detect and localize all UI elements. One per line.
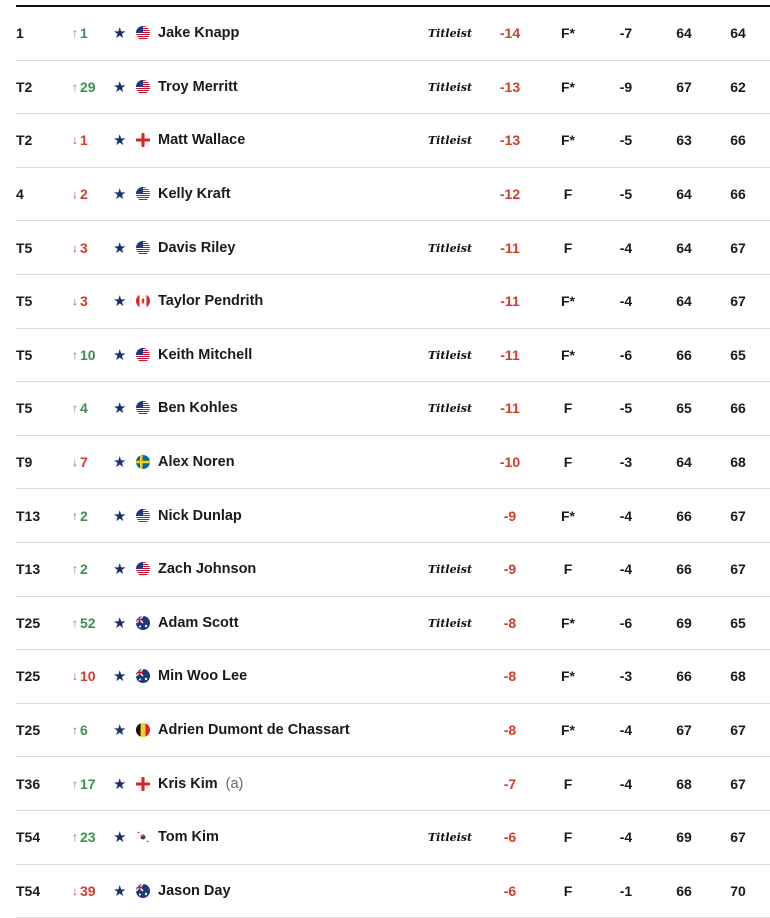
arrow-up-icon: ↑ bbox=[72, 349, 78, 361]
round-1: 63 bbox=[666, 132, 702, 148]
round-2: 66 bbox=[720, 132, 756, 148]
usa-flag-icon bbox=[136, 187, 150, 201]
round-2: 64 bbox=[720, 25, 756, 41]
total-score: -9 bbox=[488, 508, 532, 524]
usa-flag-icon bbox=[136, 348, 150, 362]
round-2: 67 bbox=[720, 293, 756, 309]
titleist-logo bbox=[426, 133, 474, 147]
england-flag-icon bbox=[136, 133, 150, 147]
sweden-flag-icon bbox=[136, 455, 150, 469]
player-name-text: Taylor Pendrith bbox=[158, 293, 263, 309]
arrow-down-icon: ↓ bbox=[72, 134, 78, 146]
australia-flag-icon bbox=[136, 616, 150, 630]
round-score: -7 bbox=[608, 25, 644, 41]
position-movement bbox=[72, 186, 116, 202]
player-name-text: Jake Knapp bbox=[158, 25, 239, 41]
position-movement bbox=[72, 400, 116, 416]
round-1: 66 bbox=[666, 508, 702, 524]
star-icon[interactable]: ★ bbox=[113, 560, 126, 578]
thru: F* bbox=[550, 79, 586, 95]
total-score: -12 bbox=[488, 186, 532, 202]
player-row[interactable] bbox=[16, 811, 770, 865]
movement-value: 2 bbox=[80, 508, 88, 524]
round-1: 66 bbox=[666, 668, 702, 684]
position: T25 bbox=[16, 668, 40, 684]
player-name[interactable] bbox=[158, 186, 231, 202]
round-score: -4 bbox=[608, 240, 644, 256]
player-row[interactable] bbox=[16, 382, 770, 436]
position-movement bbox=[72, 293, 116, 309]
position-movement bbox=[72, 615, 116, 631]
round-score: -6 bbox=[608, 615, 644, 631]
player-name-text: Kris Kim bbox=[158, 776, 218, 792]
round-score: -4 bbox=[608, 293, 644, 309]
leaderboard-rows bbox=[0, 7, 770, 918]
position: T5 bbox=[16, 347, 32, 363]
arrow-up-icon: ↑ bbox=[72, 27, 78, 39]
thru: F* bbox=[550, 615, 586, 631]
titleist-logo-text: Titleist bbox=[428, 27, 472, 40]
arrow-down-icon: ↓ bbox=[72, 242, 78, 254]
titleist-logo bbox=[426, 26, 474, 40]
star-icon[interactable]: ★ bbox=[113, 721, 126, 739]
position: T5 bbox=[16, 293, 32, 309]
position-movement bbox=[72, 722, 116, 738]
position-movement bbox=[72, 508, 116, 524]
thru: F* bbox=[550, 668, 586, 684]
titleist-logo bbox=[426, 562, 474, 576]
usa-flag-icon bbox=[136, 401, 150, 415]
round-score: -5 bbox=[608, 400, 644, 416]
titleist-logo-text: Titleist bbox=[428, 81, 472, 94]
player-name[interactable] bbox=[158, 668, 247, 684]
canada-flag-icon bbox=[136, 294, 150, 308]
england-flag-icon bbox=[136, 777, 150, 791]
star-icon[interactable]: ★ bbox=[113, 453, 126, 471]
movement-value: 10 bbox=[80, 668, 96, 684]
titleist-logo bbox=[426, 401, 474, 415]
position-movement bbox=[72, 454, 116, 470]
total-score: -8 bbox=[488, 615, 532, 631]
player-name-text: Ben Kohles bbox=[158, 400, 238, 416]
player-name[interactable] bbox=[158, 829, 219, 845]
star-icon[interactable]: ★ bbox=[113, 828, 126, 846]
total-score: -13 bbox=[488, 132, 532, 148]
titleist-logo bbox=[426, 830, 474, 844]
usa-flag-icon bbox=[136, 80, 150, 94]
titleist-logo bbox=[426, 80, 474, 94]
movement-value: 1 bbox=[80, 132, 88, 148]
arrow-up-icon: ↑ bbox=[72, 402, 78, 414]
star-icon[interactable]: ★ bbox=[113, 185, 126, 203]
round-2: 67 bbox=[720, 776, 756, 792]
total-score: -7 bbox=[488, 776, 532, 792]
round-1: 67 bbox=[666, 722, 702, 738]
star-icon[interactable]: ★ bbox=[113, 292, 126, 310]
thru: F* bbox=[550, 722, 586, 738]
player-name-text: Davis Riley bbox=[158, 240, 235, 256]
thru: F* bbox=[550, 347, 586, 363]
thru: F bbox=[550, 829, 586, 845]
player-name-text: Adam Scott bbox=[158, 615, 239, 631]
star-icon[interactable]: ★ bbox=[113, 775, 126, 793]
round-2: 70 bbox=[720, 883, 756, 899]
round-score: -1 bbox=[608, 883, 644, 899]
player-name-text: Kelly Kraft bbox=[158, 186, 231, 202]
player-name-text: Matt Wallace bbox=[158, 132, 245, 148]
arrow-down-icon: ↓ bbox=[72, 295, 78, 307]
arrow-down-icon: ↓ bbox=[72, 885, 78, 897]
player-row[interactable] bbox=[16, 865, 770, 918]
total-score: -11 bbox=[488, 293, 532, 309]
player-name[interactable] bbox=[158, 79, 238, 95]
round-2: 67 bbox=[720, 829, 756, 845]
round-2: 67 bbox=[720, 722, 756, 738]
round-score: -4 bbox=[608, 508, 644, 524]
titleist-logo-text: Titleist bbox=[428, 831, 472, 844]
arrow-down-icon: ↓ bbox=[72, 188, 78, 200]
thru: F bbox=[550, 883, 586, 899]
star-icon[interactable]: ★ bbox=[113, 78, 126, 96]
total-score: -9 bbox=[488, 561, 532, 577]
belgium-flag-icon bbox=[136, 723, 150, 737]
thru: F bbox=[550, 454, 586, 470]
round-2: 68 bbox=[720, 454, 756, 470]
arrow-up-icon: ↑ bbox=[72, 831, 78, 843]
round-score: -4 bbox=[608, 776, 644, 792]
thru: F* bbox=[550, 508, 586, 524]
round-1: 64 bbox=[666, 240, 702, 256]
position-movement bbox=[72, 240, 116, 256]
player-name[interactable] bbox=[158, 132, 245, 148]
position: T54 bbox=[16, 829, 40, 845]
thru: F bbox=[550, 186, 586, 202]
position: T9 bbox=[16, 454, 32, 470]
arrow-down-icon: ↓ bbox=[72, 456, 78, 468]
titleist-logo-text: Titleist bbox=[428, 349, 472, 362]
titleist-logo-text: Titleist bbox=[428, 134, 472, 147]
round-2: 66 bbox=[720, 186, 756, 202]
round-2: 67 bbox=[720, 240, 756, 256]
player-row[interactable] bbox=[16, 114, 770, 168]
arrow-down-icon: ↓ bbox=[72, 670, 78, 682]
total-score: -8 bbox=[488, 668, 532, 684]
round-1: 67 bbox=[666, 79, 702, 95]
position: 1 bbox=[16, 25, 24, 41]
player-name[interactable] bbox=[158, 615, 239, 631]
player-row[interactable] bbox=[16, 61, 770, 115]
round-2: 68 bbox=[720, 668, 756, 684]
player-name[interactable] bbox=[158, 25, 239, 41]
star-icon[interactable]: ★ bbox=[113, 399, 126, 417]
round-2: 65 bbox=[720, 615, 756, 631]
round-1: 64 bbox=[666, 293, 702, 309]
player-name[interactable] bbox=[158, 561, 256, 577]
star-icon[interactable]: ★ bbox=[113, 667, 126, 685]
movement-value: 2 bbox=[80, 186, 88, 202]
star-icon[interactable]: ★ bbox=[113, 882, 126, 900]
position-movement bbox=[72, 776, 116, 792]
player-name[interactable] bbox=[158, 240, 235, 256]
position: T25 bbox=[16, 615, 40, 631]
star-icon[interactable]: ★ bbox=[113, 131, 126, 149]
star-icon[interactable]: ★ bbox=[113, 507, 126, 525]
total-score: -14 bbox=[488, 25, 532, 41]
round-score: -4 bbox=[608, 829, 644, 845]
round-score: -3 bbox=[608, 668, 644, 684]
arrow-up-icon: ↑ bbox=[72, 617, 78, 629]
round-1: 69 bbox=[666, 615, 702, 631]
player-name-text: Tom Kim bbox=[158, 829, 219, 845]
round-score: -4 bbox=[608, 722, 644, 738]
total-score: -11 bbox=[488, 400, 532, 416]
thru: F bbox=[550, 240, 586, 256]
arrow-up-icon: ↑ bbox=[72, 510, 78, 522]
star-icon[interactable]: ★ bbox=[113, 614, 126, 632]
player-name[interactable] bbox=[158, 883, 231, 899]
total-score: -8 bbox=[488, 722, 532, 738]
player-row[interactable] bbox=[16, 543, 770, 597]
player-name-text: Keith Mitchell bbox=[158, 347, 252, 363]
round-1: 64 bbox=[666, 454, 702, 470]
round-1: 69 bbox=[666, 829, 702, 845]
round-1: 64 bbox=[666, 25, 702, 41]
position-movement bbox=[72, 79, 116, 95]
position-movement bbox=[72, 561, 116, 577]
position: T13 bbox=[16, 508, 40, 524]
movement-value: 3 bbox=[80, 240, 88, 256]
movement-value: 2 bbox=[80, 561, 88, 577]
position: 4 bbox=[16, 186, 24, 202]
thru: F* bbox=[550, 25, 586, 41]
star-icon[interactable]: ★ bbox=[113, 239, 126, 257]
round-2: 66 bbox=[720, 400, 756, 416]
round-2: 62 bbox=[720, 79, 756, 95]
position: T2 bbox=[16, 132, 32, 148]
korea-flag-icon bbox=[136, 830, 150, 844]
arrow-up-icon: ↑ bbox=[72, 81, 78, 93]
round-score: -5 bbox=[608, 132, 644, 148]
total-score: -11 bbox=[488, 240, 532, 256]
titleist-logo-text: Titleist bbox=[428, 242, 472, 255]
star-icon[interactable]: ★ bbox=[113, 346, 126, 364]
player-name-text: Adrien Dumont de Chassart bbox=[158, 722, 350, 738]
round-1: 65 bbox=[666, 400, 702, 416]
round-score: -5 bbox=[608, 186, 644, 202]
titleist-logo-text: Titleist bbox=[428, 617, 472, 630]
total-score: -11 bbox=[488, 347, 532, 363]
player-name[interactable] bbox=[158, 722, 350, 738]
movement-value: 7 bbox=[80, 454, 88, 470]
player-row[interactable] bbox=[16, 704, 770, 758]
movement-value: 23 bbox=[80, 829, 96, 845]
position-movement bbox=[72, 347, 116, 363]
player-row[interactable] bbox=[16, 436, 770, 490]
total-score: -10 bbox=[488, 454, 532, 470]
position: T25 bbox=[16, 722, 40, 738]
player-row[interactable] bbox=[16, 275, 770, 329]
thru: F bbox=[550, 776, 586, 792]
player-name-text: Alex Noren bbox=[158, 454, 235, 470]
player-row[interactable] bbox=[16, 757, 770, 811]
player-name-text: Troy Merritt bbox=[158, 79, 238, 95]
position: T36 bbox=[16, 776, 40, 792]
round-score: -6 bbox=[608, 347, 644, 363]
total-score: -6 bbox=[488, 829, 532, 845]
round-1: 66 bbox=[666, 883, 702, 899]
round-score: -9 bbox=[608, 79, 644, 95]
movement-value: 39 bbox=[80, 883, 96, 899]
titleist-logo bbox=[426, 241, 474, 255]
thru: F* bbox=[550, 293, 586, 309]
round-2: 65 bbox=[720, 347, 756, 363]
arrow-up-icon: ↑ bbox=[72, 724, 78, 736]
movement-value: 6 bbox=[80, 722, 88, 738]
usa-flag-icon bbox=[136, 562, 150, 576]
round-1: 66 bbox=[666, 347, 702, 363]
usa-flag-icon bbox=[136, 241, 150, 255]
australia-flag-icon bbox=[136, 884, 150, 898]
player-row[interactable] bbox=[16, 597, 770, 651]
titleist-logo-text: Titleist bbox=[428, 402, 472, 415]
titleist-logo-text: Titleist bbox=[428, 563, 472, 576]
player-name[interactable] bbox=[158, 508, 242, 524]
round-score: -3 bbox=[608, 454, 644, 470]
thru: F bbox=[550, 561, 586, 577]
player-name-text: Nick Dunlap bbox=[158, 508, 242, 524]
position-movement bbox=[72, 668, 116, 684]
movement-value: 52 bbox=[80, 615, 96, 631]
player-row[interactable] bbox=[16, 221, 770, 275]
movement-value: 1 bbox=[80, 25, 88, 41]
position-movement bbox=[72, 132, 116, 148]
position-movement bbox=[72, 25, 116, 41]
player-name-text: Jason Day bbox=[158, 883, 231, 899]
arrow-up-icon: ↑ bbox=[72, 563, 78, 575]
position-movement bbox=[72, 829, 116, 845]
position: T2 bbox=[16, 79, 32, 95]
thru: F bbox=[550, 400, 586, 416]
usa-flag-icon bbox=[136, 509, 150, 523]
usa-flag-icon bbox=[136, 26, 150, 40]
player-name-text: Min Woo Lee bbox=[158, 668, 247, 684]
thru: F* bbox=[550, 132, 586, 148]
movement-value: 10 bbox=[80, 347, 96, 363]
player-name[interactable] bbox=[158, 454, 235, 470]
player-name[interactable] bbox=[158, 347, 252, 363]
movement-value: 17 bbox=[80, 776, 96, 792]
total-score: -6 bbox=[488, 883, 532, 899]
position: T5 bbox=[16, 240, 32, 256]
player-name[interactable] bbox=[158, 776, 243, 792]
movement-value: 4 bbox=[80, 400, 88, 416]
round-1: 68 bbox=[666, 776, 702, 792]
player-row[interactable] bbox=[16, 650, 770, 704]
position: T5 bbox=[16, 400, 32, 416]
amateur-marker: (a) bbox=[226, 776, 244, 792]
player-name[interactable] bbox=[158, 293, 263, 309]
arrow-up-icon: ↑ bbox=[72, 778, 78, 790]
player-row[interactable] bbox=[16, 489, 770, 543]
star-icon[interactable]: ★ bbox=[113, 24, 126, 42]
position: T54 bbox=[16, 883, 40, 899]
movement-value: 3 bbox=[80, 293, 88, 309]
player-name-text: Zach Johnson bbox=[158, 561, 256, 577]
movement-value: 29 bbox=[80, 79, 96, 95]
round-2: 67 bbox=[720, 508, 756, 524]
total-score: -13 bbox=[488, 79, 532, 95]
position: T13 bbox=[16, 561, 40, 577]
position-movement bbox=[72, 883, 116, 899]
australia-flag-icon bbox=[136, 669, 150, 683]
player-name[interactable] bbox=[158, 400, 238, 416]
round-1: 64 bbox=[666, 186, 702, 202]
player-row[interactable] bbox=[16, 329, 770, 383]
titleist-logo bbox=[426, 616, 474, 630]
titleist-logo bbox=[426, 348, 474, 362]
round-1: 66 bbox=[666, 561, 702, 577]
player-row[interactable] bbox=[16, 168, 770, 222]
player-row[interactable] bbox=[16, 7, 770, 61]
round-score: -4 bbox=[608, 561, 644, 577]
round-2: 67 bbox=[720, 561, 756, 577]
